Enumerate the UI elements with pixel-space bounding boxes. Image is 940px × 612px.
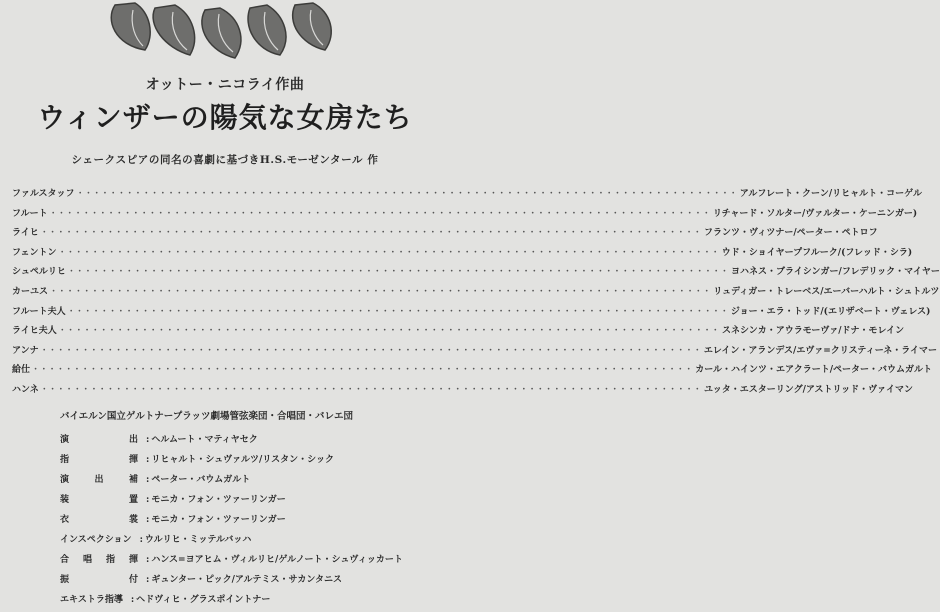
colon-separator: : xyxy=(130,595,135,605)
staff-role-part: 衣 xyxy=(60,515,70,525)
cast-role: カーユス xyxy=(12,286,49,297)
leader-dots: · · · · · · · · · · · · · · · · · · · · · · · · · · · · · · · · · · · · · · · · · · · · · · · · · · · · · · · · · · · · · · · · · · · · · · · · · · · · · · · · xyxy=(60,326,718,337)
colon-separator: : xyxy=(139,535,143,545)
cast-singer: アルフレート・クーン/リヒャルト・コーゲル xyxy=(739,189,922,199)
cast-row xyxy=(12,304,931,324)
composer-credit: オットー・ニコライ作曲 xyxy=(145,77,305,93)
cast-singer: フランツ・ヴィツナー/ペーター・ペトロフ xyxy=(703,228,878,239)
staff-name: モニカ・フォン・ツァーリンガー xyxy=(151,515,286,525)
staff-name: リヒャルト・シュヴァルツ/リスタン・シック xyxy=(151,455,334,465)
cast-singer: カール・ハインツ・エアクラート/ペーター・バウムガルト xyxy=(695,365,932,376)
staff-row xyxy=(60,452,440,472)
staff-role-part: 演 xyxy=(60,435,70,445)
leader-dots: · · · · · · · · · · · · · · · · · · · · · · · · · · · · · · · · · · · · · · · · · · · · · · · · · · · · · · · · · · · · · · · · · · · · · · · · · · · · · · · · xyxy=(42,228,700,239)
cast-row xyxy=(12,362,932,382)
staff-row xyxy=(60,512,440,532)
colon-separator: : xyxy=(146,515,150,525)
staff-name: ギュンター・ピック/アルテミス・サカンタニス xyxy=(151,575,342,585)
cast-role: フルート夫人 xyxy=(12,306,66,317)
subtitle: シェークスピアの同名の喜劇に基づきH.S.モーゼンタール 作 xyxy=(71,154,379,166)
ensemble-credit: バイエルン国立ゲルトナープラッツ劇場管弦楽団・合唱団・バレエ団 xyxy=(60,411,354,422)
staff-role-part: 唱 xyxy=(82,555,92,565)
cast-singer: リュディガー・トレーベス/エーバーハルト・シュトルツ xyxy=(713,286,940,297)
cast-singer: ユッタ・エスターリング/アストリッド・ヴァイマン xyxy=(703,384,914,395)
cast-singer: リチャード・ソルター/ヴァルター・ケーニンガー) xyxy=(712,208,918,219)
staff-role-part: 揮 xyxy=(128,455,138,465)
cast-row xyxy=(12,382,914,402)
leader-dots: · · · · · · · · · · · · · · · · · · · · · · · · · · · · · · · · · · · · · · · · · · · · · · · · · · · · · · · · · · · · · · · · · · · · · · · · · · · · · · · · xyxy=(42,345,700,356)
staff-role-part: 振 xyxy=(60,575,70,585)
staff-role-part: 出 xyxy=(128,435,138,445)
colon-separator: : xyxy=(146,435,150,445)
staff-role-part: 指 xyxy=(60,455,70,465)
cast-row xyxy=(12,264,940,284)
cast-row xyxy=(12,186,922,206)
staff-row xyxy=(60,552,440,572)
colon-separator: : xyxy=(146,495,150,505)
staff-row xyxy=(60,492,440,512)
cast-singer: ジョー・エラ・トッド/(エリザベート・ヴェレス) xyxy=(730,306,931,317)
staff-row xyxy=(60,532,440,552)
cast-row xyxy=(12,284,940,304)
staff-row xyxy=(60,432,440,452)
leader-dots: · · · · · · · · · · · · · · · · · · · · · · · · · · · · · · · · · · · · · · · · · · · · · · · · · · · · · · · · · · · · · · · · · · · · · · · · · · · · · · · · xyxy=(51,208,709,219)
staff-role-part: エキストラ指導 xyxy=(60,595,123,605)
staff-role-part: 裳 xyxy=(128,515,138,525)
staff-role-part: インスペクション xyxy=(60,535,132,545)
leader-dots: · · · · · · · · · · · · · · · · · · · · · · · · · · · · · · · · · · · · · · · · · · · · · · · · · · · · · · · · · · · · · · · · · · · · · · · · · · · · · · · · xyxy=(34,365,692,376)
staff-name: ヘルムート・マティヤセク xyxy=(151,435,258,445)
cast-role: アンナ xyxy=(12,345,39,356)
cast-role: シュペルリヒ xyxy=(12,267,66,278)
colon-separator: : xyxy=(146,455,150,465)
cast-row xyxy=(12,323,905,343)
staff-role xyxy=(60,512,146,525)
cast-list xyxy=(12,186,940,402)
cast-row xyxy=(12,225,878,245)
staff-role-part: 装 xyxy=(60,495,70,505)
staff-role-part: 出 xyxy=(94,475,104,485)
staff-role xyxy=(60,452,146,465)
staff-role-part: 合 xyxy=(60,555,70,565)
staff-role xyxy=(60,552,146,565)
page-title: ウィンザーの陽気な女房たち xyxy=(37,101,413,134)
staff-name: ペーター・バウムガルト xyxy=(151,475,251,485)
staff-role-part: 演 xyxy=(60,475,70,485)
grape-leaf-ornament xyxy=(95,0,355,62)
staff-role xyxy=(60,472,146,485)
cast-role: 給仕 xyxy=(12,365,31,376)
staff-role-part: 置 xyxy=(128,495,138,505)
leader-dots: · · · · · · · · · · · · · · · · · · · · · · · · · · · · · · · · · · · · · · · · · · · · · · · · · · · · · · · · · · · · · · · · · · · · · · · · · · · · · · · · xyxy=(60,247,718,258)
staff-role xyxy=(60,532,140,545)
staff-role xyxy=(60,432,146,445)
cast-singer: エレイン・アランデス/エヴァ=クリスティーネ・ライマー xyxy=(703,345,937,356)
cast-row xyxy=(12,245,913,265)
staff-row xyxy=(60,572,440,592)
cast-row xyxy=(12,206,918,226)
staff-role-part: 補 xyxy=(128,475,138,485)
cast-singer: スネシンカ・アウラモーヴァ/ドナ・モレイン xyxy=(721,326,905,337)
cast-role: ファルスタッフ xyxy=(12,189,75,199)
staff-name: ハンス=ヨアヒム・ヴィルリヒ/ゲルノート・シュヴィッカート xyxy=(151,555,403,565)
staff-row xyxy=(60,472,440,492)
cast-role: フェントン xyxy=(12,247,57,258)
leader-dots: · · · · · · · · · · · · · · · · · · · · · · · · · · · · · · · · · · · · · · · · · · · · · · · · · · · · · · · · · · · · · · · · · · · · · · · · · · · · · · · · xyxy=(52,286,710,297)
cast-role: ライヒ xyxy=(12,228,39,239)
staff-role xyxy=(60,492,146,505)
colon-separator: : xyxy=(146,475,150,485)
cast-role: ハンネ xyxy=(12,384,39,395)
staff-name: モニカ・フォン・ツァーリンガー xyxy=(151,495,286,505)
leader-dots: · · · · · · · · · · · · · · · · · · · · · · · · · · · · · · · · · · · · · · · · · · · · · · · · · · · · · · · · · · · · · · · · · · · · · · · · · · · · · · · · xyxy=(69,267,728,278)
staff-name: ヘドヴィヒ・グラスポイントナー xyxy=(136,595,271,605)
colon-separator: : xyxy=(146,575,150,585)
leader-dots: · · · · · · · · · · · · · · · · · · · · · · · · · · · · · · · · · · · · · · · · · · · · · · · · · · · · · · · · · · · · · · · · · · · · · · · · · · · · · · · · xyxy=(42,384,700,395)
staff-role-part: 付 xyxy=(128,575,138,585)
staff-role xyxy=(60,592,131,605)
staff-list xyxy=(60,432,440,612)
staff-role-part: 揮 xyxy=(128,555,138,565)
cast-role: ライヒ夫人 xyxy=(12,326,57,337)
leader-dots: · · · · · · · · · · · · · · · · · · · · · · · · · · · · · · · · · · · · · · · · · · · · · · · · · · · · · · · · · · · · · · · · · · · · · · · · · · · · · · · · xyxy=(78,189,736,199)
cast-singer: ヨハネス・ブライシンガー/フレデリック・マイヤー xyxy=(731,267,940,278)
staff-row xyxy=(60,592,440,612)
colon-separator: : xyxy=(146,555,150,565)
staff-role xyxy=(60,572,146,585)
cast-role: フルート xyxy=(12,208,48,219)
leader-dots: · · · · · · · · · · · · · · · · · · · · · · · · · · · · · · · · · · · · · · · · · · · · · · · · · · · · · · · · · · · · · · · · · · · · · · · · · · · · · · · · xyxy=(69,306,727,317)
staff-name: ウルリヒ・ミッテルバッハ xyxy=(144,535,252,545)
cast-row xyxy=(12,343,937,363)
staff-role-part: 指 xyxy=(105,555,115,565)
cast-singer: ウド・ショイヤープフルーク/(フレッド・シラ) xyxy=(721,247,913,258)
